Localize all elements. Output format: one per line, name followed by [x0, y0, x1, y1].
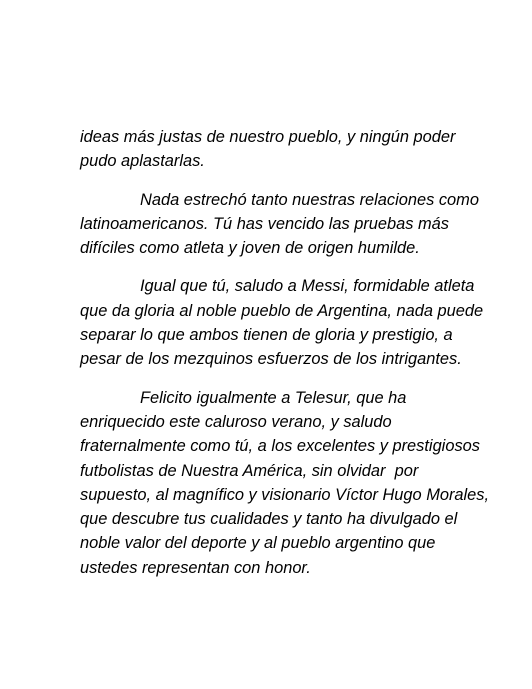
paragraph [80, 188, 500, 261]
text-line: futbolistas de Nuestra América, sin olvidar por [80, 461, 419, 480]
text-line: ideas más justas de nuestro pueblo, y ningún poder [80, 128, 456, 146]
text-line: supuesto, al magnífico y visionario Víctor Hugo Morales, [80, 485, 490, 504]
paragraph-spacer [80, 372, 500, 386]
text-line: fraternalmente como tú, a los excelentes y prestigiosos [80, 437, 480, 456]
paragraph-spacer [80, 174, 500, 188]
text-line: Nada estrechó tanto nuestras relaciones como [140, 190, 479, 209]
text-line: separar lo que ambos tienen de gloria y prestigio, a [80, 326, 453, 345]
text-line: enriquecido este caluroso verano, y saludo [80, 412, 392, 431]
text-line: que da gloria al noble pueblo de Argentina, nada puede [80, 301, 484, 320]
text-line: latinoamericanos. Tú has vencido las pruebas más [80, 214, 449, 233]
text-line: que descubre tus cualidades y tanto ha divulgado el [80, 510, 458, 529]
text-line: Felicito igualmente a Telesur, que ha [140, 388, 407, 407]
letter-body [80, 125, 500, 580]
text-line: Igual que tú, saludo a Messi, formidable atleta [140, 277, 475, 296]
paragraph [80, 125, 500, 174]
text-line: ustedes representan con honor. [80, 558, 311, 577]
text-line: noble valor del deporte y al pueblo argentino que [80, 534, 436, 553]
text-line: pudo aplastarlas. [80, 152, 205, 171]
paragraph-spacer [80, 260, 500, 274]
paragraph [80, 274, 500, 371]
text-line: pesar de los mezquinos esfuerzos de los intrigantes. [80, 350, 462, 369]
paragraph [80, 386, 500, 580]
text-line: difíciles como atleta y joven de origen humilde. [80, 239, 420, 258]
